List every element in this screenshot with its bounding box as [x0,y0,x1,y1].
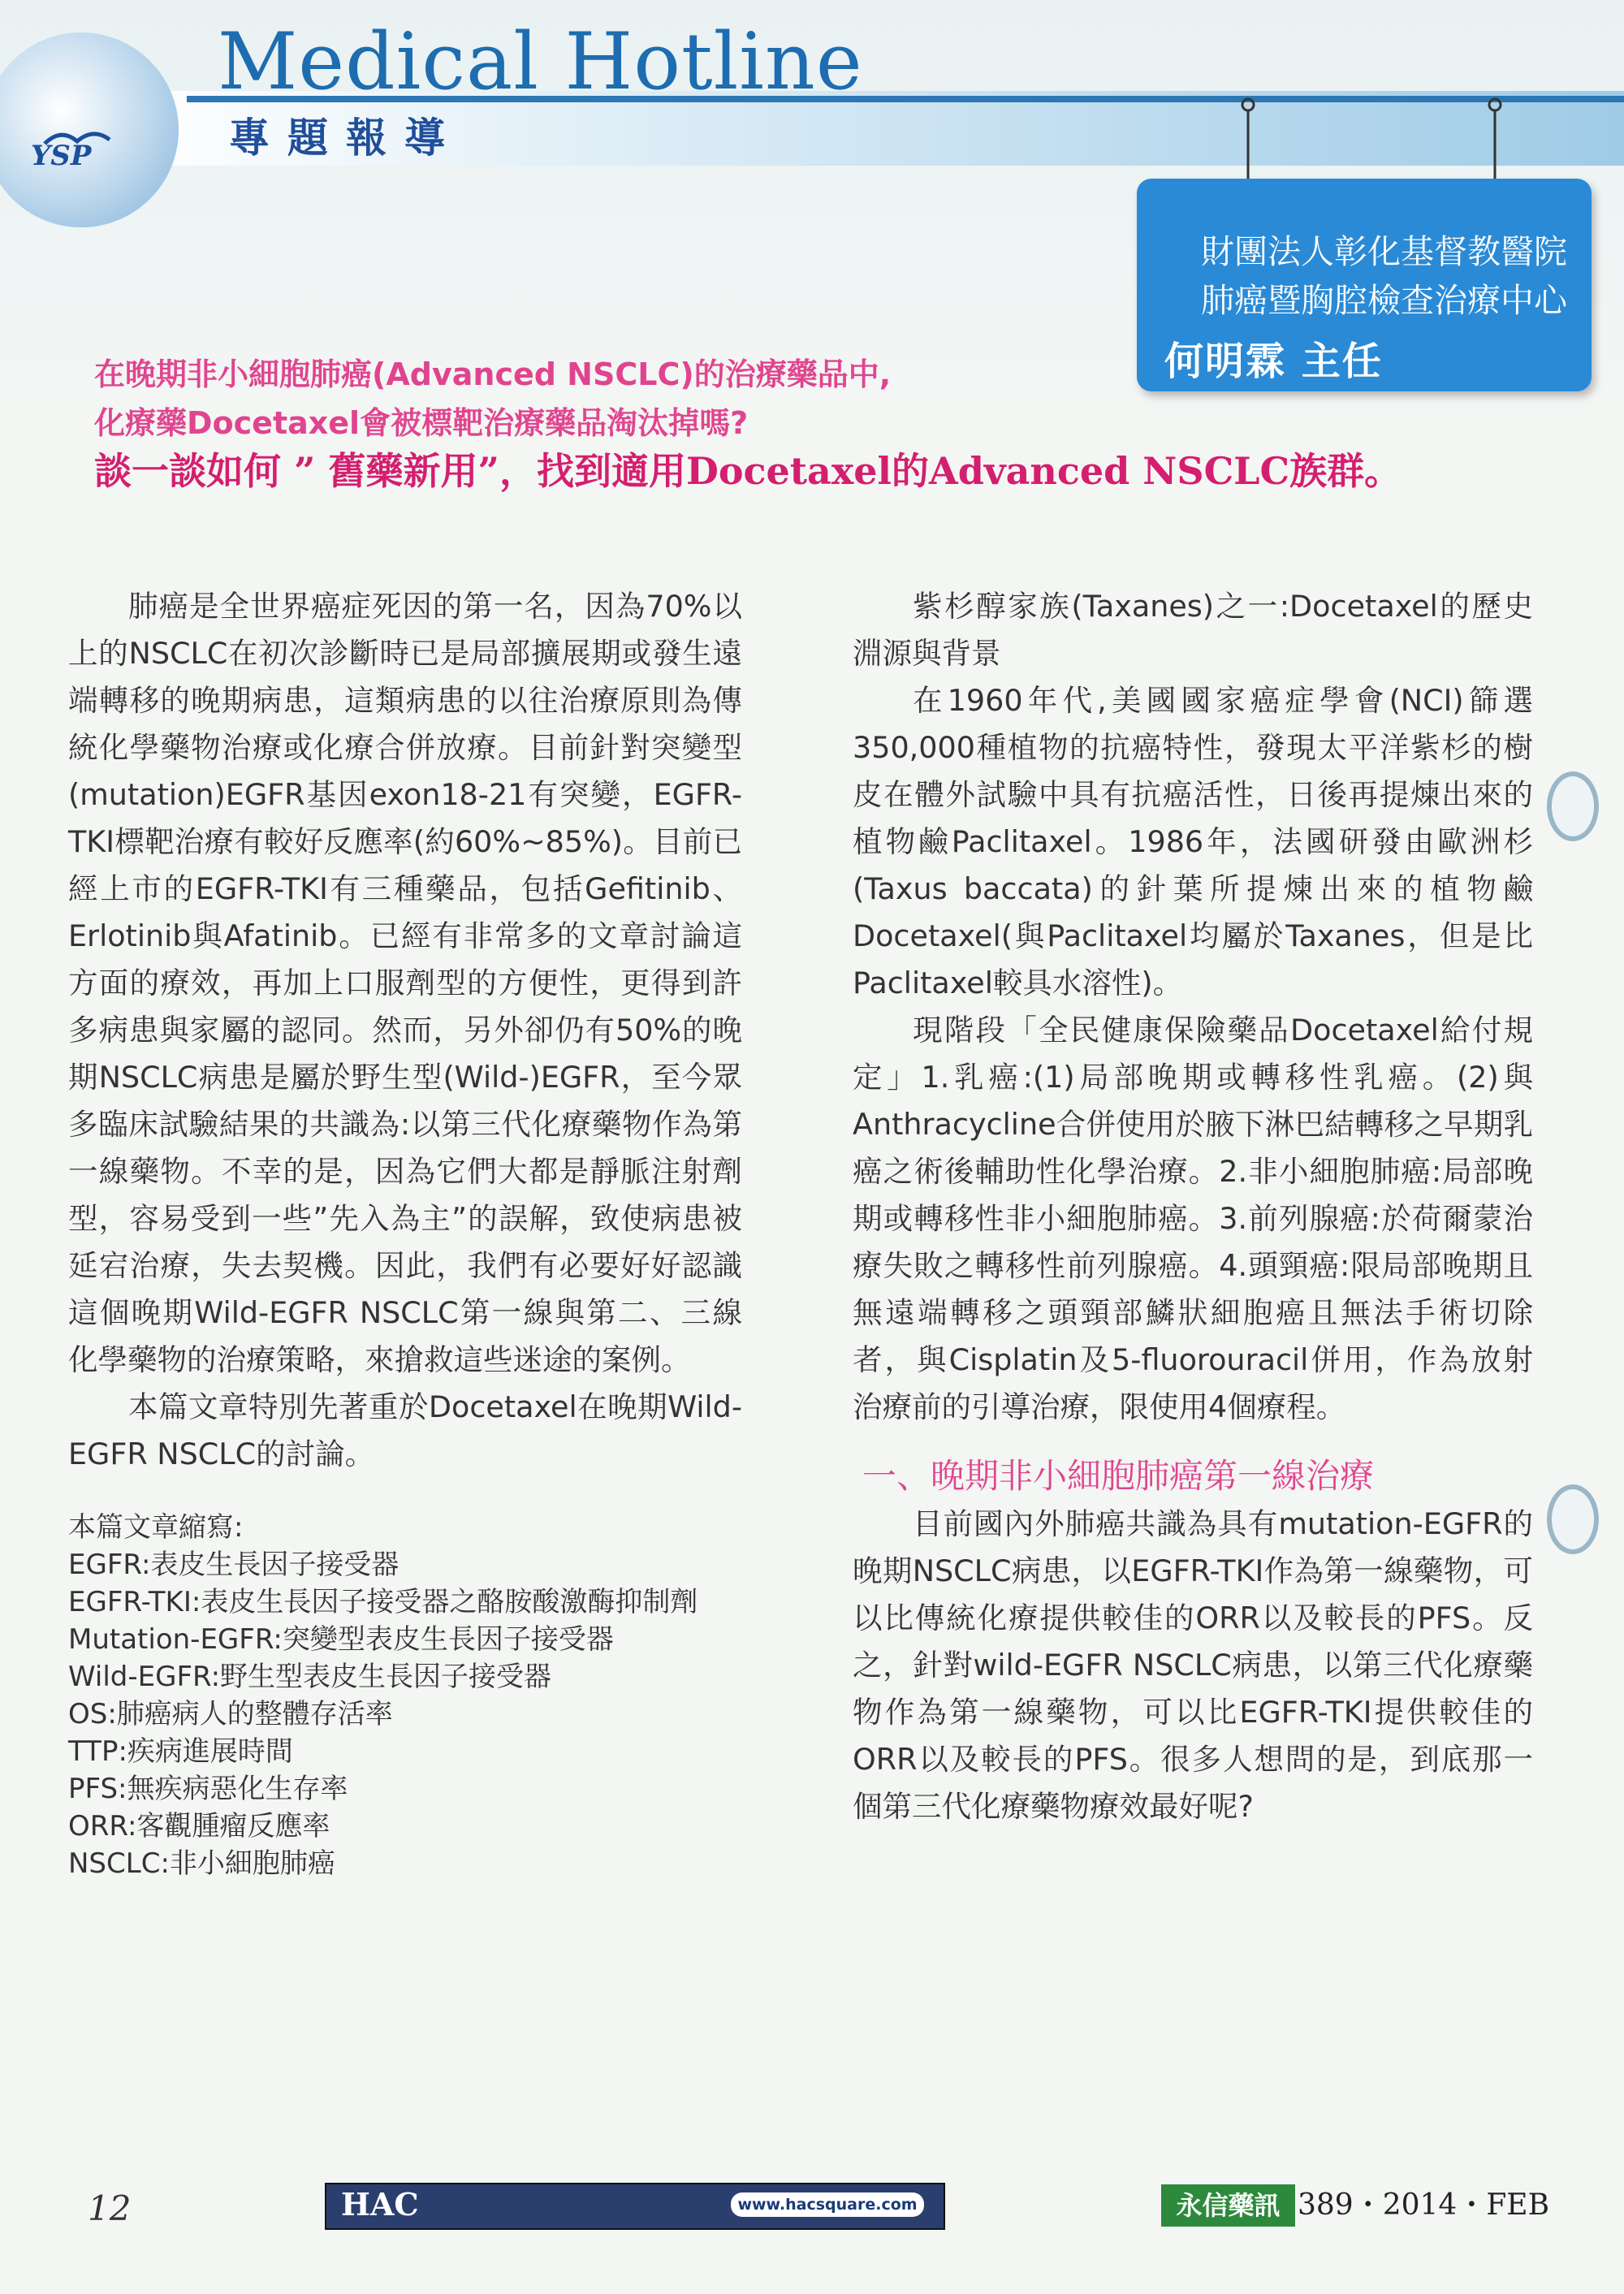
first-line-paragraph: 目前國內外肺癌共識為具有mutation-EGFR的晚期NSCLC病患，以EGFR-TKI作為第一線藥物，可以比傳統化療提供較佳的ORR以及較長的PFS。反之，針對wild-EGFR NSCLC病患，以第三代化療藥物作為第一線藥物，可以比EGFR-TKI提供較佳的ORR以及較長的PFS。很多人想問的是，到底那一個第三代化療藥物療效最好呢? [853,1506,1533,1824]
right-column [853,583,1533,1830]
headline-main: 談一談如何 ” 舊藥新用”，找到適用Docetaxel的Advanced NSCLC族群。 [94,449,1402,493]
hanger-hook-icon [1488,97,1502,187]
abbreviation-item: EGFR:表皮生長因子接受器 [68,1549,400,1581]
page-number: 12 [88,2188,132,2228]
intro-paragraph: 肺癌是全世界癌症死因的第一名，因為70%以上的NSCLC在初次診斷時已是局部擴展期或發生遠端轉移的晚期病患，這類病患的以往治療原則為傳統化學藥物治療或化療合併放療。目前針對突變型(mutation)EGFR基因exon18-21有突變，EGFR-TKI標靶治療有較好反應率(約60%~85%)。目前已經上市的EGFR-TKI有三種藥品，包括Gefitinib、Erlotinib與Afatinib。已經有非常多的文章討論這方面的療效，再加上口服劑型的方便性，更得到許多病患與家屬的認同。然而，另外卻仍有50%的晚期NSCLC病患是屬於野生型(Wild-)EGFR，至今眾多臨床試驗結果的共識為:以第三代化療藥物作為第一線藥物。不幸的是，因為它們大都是靜脈注射劑型，容易受到一些”先入為主”的誤解，致使病患被延宕治療，失去契機。因此，我們有必要好好認識這個晚期Wild-EGFR NSCLC第一線與第二、三線化學藥物的治療策略，來搶救這些迷途的案例。 [68,589,742,1377]
masthead-title: Medical Hotline [218,16,863,107]
magazine-name: 永信藥訊 [1161,2184,1295,2227]
focus-paragraph: 本篇文章特別先著重於Docetaxel在晚期Wild-EGFR NSCLC的討論。 [68,1389,742,1471]
abbreviation-item: Mutation-EGFR:突變型表皮生長因子接受器 [68,1623,614,1656]
page-tab-ring-icon [1547,1484,1599,1554]
history-subheading: 紫杉醇家族(Taxanes)之一:Docetaxel的歷史淵源與背景 [853,589,1533,671]
headline-line2: 化療藥Docetaxel會被標靶治療藥品淘汰掉嗎? [94,405,749,441]
section-label: 專題報導 [229,114,463,162]
left-column [68,583,742,1882]
section-title: 一、晚期非小細胞肺癌第一線治療 [862,1456,1375,1496]
author-org-line2: 肺癌暨胸腔檢查治療中心 [1201,281,1567,320]
abbreviation-item: OS:肺癌病人的整體存活率 [68,1698,393,1730]
hanger-hook-icon [1241,97,1255,187]
abbreviation-item: NSCLC:非小細胞肺癌 [68,1847,335,1880]
issue-info: 389・2014・FEB [1298,2188,1550,2222]
page-tab-ring-icon [1547,771,1599,841]
hac-url-link[interactable]: www.hacsquare.com [731,2192,924,2217]
abbreviation-item: Wild-EGFR:野生型表皮生長因子接受器 [68,1661,552,1693]
author-org-line1: 財團法人彰化基督教醫院 [1201,232,1567,271]
history-paragraph: 在1960年代,美國國家癌症學會(NCI)篩選350,000種植物的抗癌特性，發現太平洋紫杉的樹皮在體外試驗中具有抗癌活性，日後再提煉出來的植物鹼Paclitaxel。1986年，法國研發由歐洲杉(Taxus baccata)的針葉所提煉出來的植物鹼Docetaxel(與Paclitaxel均屬於Taxanes，但是比Paclitaxel較具水溶性)。 [853,683,1533,1000]
author-box [1137,179,1592,391]
abbreviation-item: PFS:無疾病惡化生存率 [68,1773,348,1805]
abbreviation-item: ORR:客觀腫瘤反應率 [68,1810,330,1843]
hac-brand: HAC [341,2186,419,2223]
logo-text: YSP [31,140,92,172]
abbreviation-item: TTP:疾病進展時間 [68,1735,293,1768]
abbreviation-title: 本篇文章縮寫: [68,1511,244,1544]
abbreviation-item: EGFR-TKI:表皮生長因子接受器之酪胺酸激酶抑制劑 [68,1586,698,1618]
author-name: 何明霖 主任 [1164,339,1383,384]
hac-banner[interactable] [325,2183,945,2230]
reimbursement-paragraph: 現階段「全民健康保險藥品Docetaxel給付規定」1.乳癌:(1)局部晚期或轉移性乳癌。(2)與Anthracycline合併使用於腋下淋巴結轉移之早期乳癌之術後輔助性化學治療。2.非小細胞肺癌:局部晚期或轉移性非小細胞肺癌。3.前列腺癌:於荷爾蒙治療失敗之轉移性前列腺癌。4.頭頸癌:限局部晚期且無遠端轉移之頭頸部鱗狀細胞癌且無法手術切除者，與Cisplatin及5-fluorouracil併用，作為放射治療前的引導治療，限使用4個療程。 [853,1013,1533,1424]
headline-line1: 在晚期非小細胞肺癌(Advanced NSCLC)的治療藥品中, [94,356,892,392]
